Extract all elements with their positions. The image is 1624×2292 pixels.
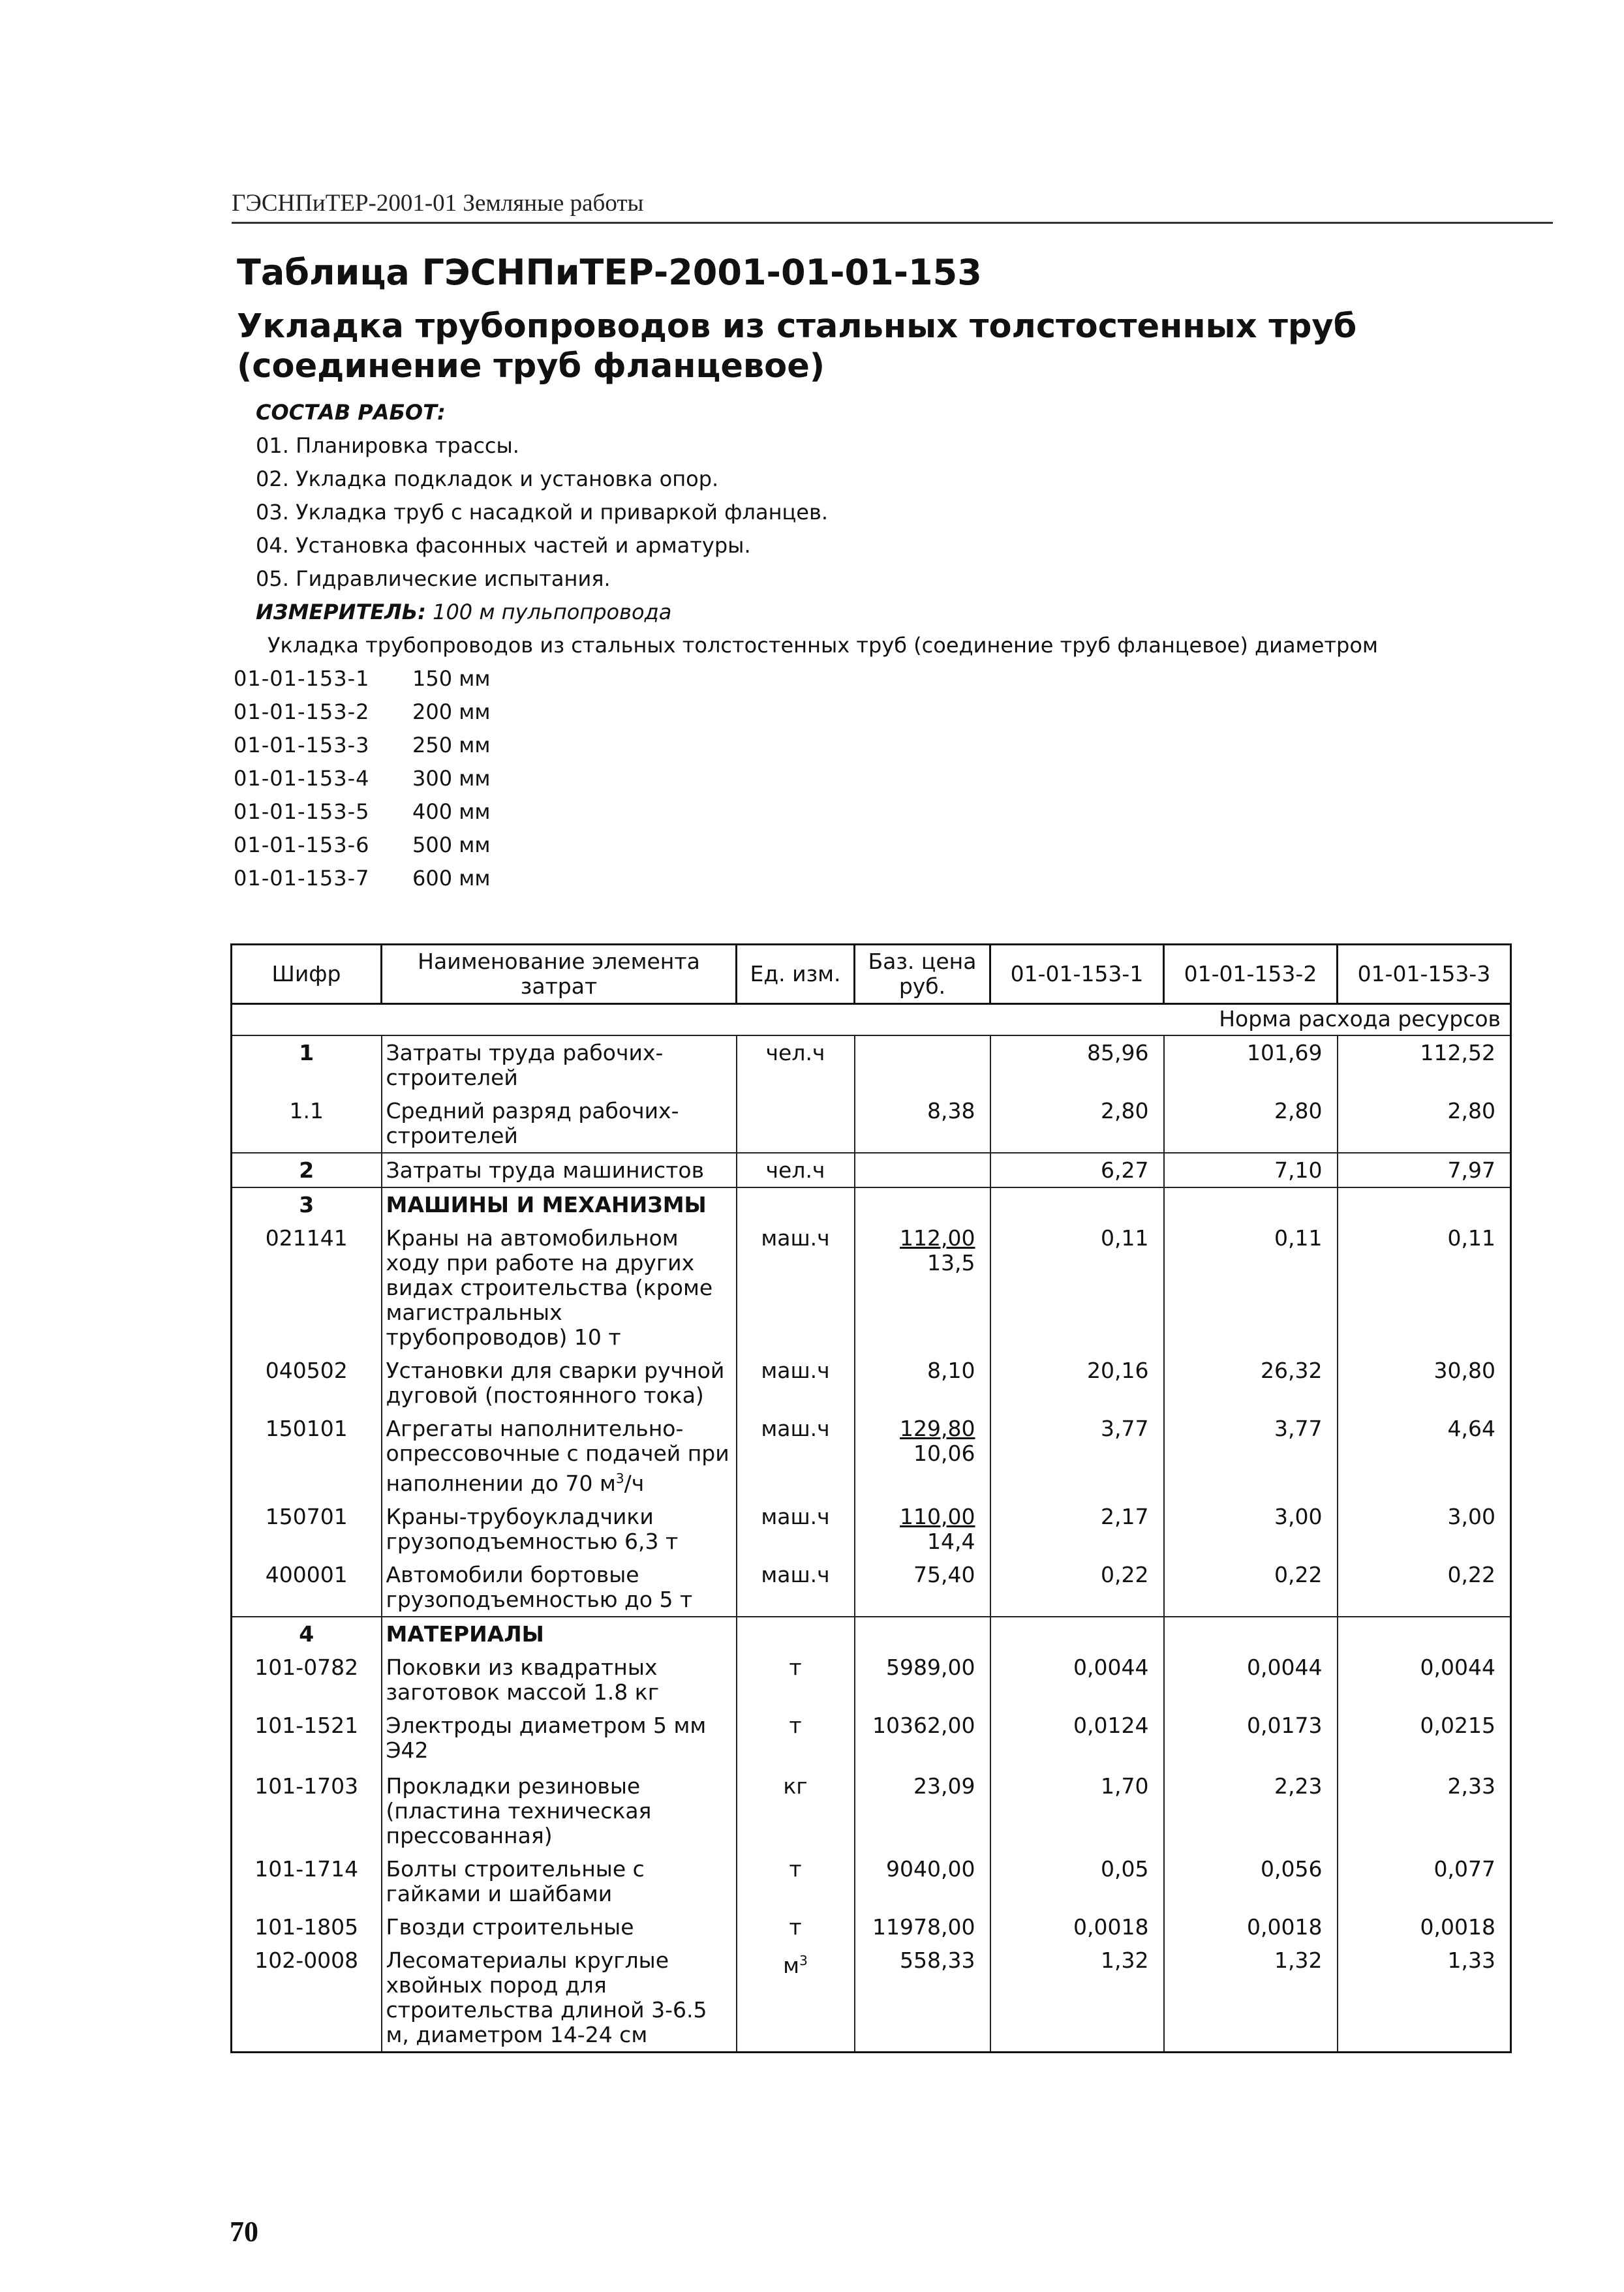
table-row: [232, 1221, 1511, 1354]
table-row: [232, 1910, 1511, 1944]
row-value-2: 0,0173: [1164, 1709, 1338, 1769]
row-value-2: 0,0044: [1164, 1651, 1338, 1709]
row-value-3: 30,80: [1338, 1354, 1511, 1412]
row-value-2: 0,0018: [1164, 1910, 1338, 1944]
row-price: [855, 1035, 990, 1094]
table-row: [232, 1558, 1511, 1617]
variant-code: 01-01-153-1: [234, 666, 370, 691]
row-code: 1: [232, 1035, 382, 1094]
row-price: 75,40: [855, 1558, 990, 1617]
resource-table: [230, 943, 1512, 2053]
meter-label: ИЗМЕРИТЕЛЬ:: [256, 600, 426, 624]
row-value-1: 0,0124: [990, 1709, 1164, 1769]
composition-item: 04. Установка фасонных частей и арматуры.: [256, 533, 751, 558]
table-row: [232, 1944, 1511, 2053]
row-name: Автомобили бортовые грузоподъемностью до 5 т: [382, 1558, 737, 1617]
row-value-2: 1,32: [1164, 1944, 1338, 2053]
table-row: [232, 1500, 1511, 1558]
row-name: Средний разряд рабочих-строителей: [382, 1094, 737, 1153]
unit-text: м: [783, 1953, 800, 1978]
row-value-1: 85,96: [990, 1035, 1164, 1094]
row-value-2: 26,32: [1164, 1354, 1338, 1412]
row-name-sup: 3: [615, 1471, 624, 1486]
variant-size: 500 мм: [412, 833, 491, 857]
table-title: Таблица ГЭСНПиТЕР-2001-01-01-153: [237, 252, 982, 293]
row-value-3: 0,077: [1338, 1852, 1511, 1910]
row-value-1: 0,0044: [990, 1651, 1164, 1709]
row-value-2: 0,22: [1164, 1558, 1338, 1617]
row-value-2: 3,00: [1164, 1500, 1338, 1558]
table-row: [232, 1153, 1511, 1187]
row-unit: т: [737, 1852, 855, 1910]
row-value-2: 2,23: [1164, 1769, 1338, 1852]
variant-code: 01-01-153-6: [234, 833, 370, 857]
row-price: 8,10: [855, 1354, 990, 1412]
row-name: Краны-трубоукладчики грузоподъемностью 6,3 т: [382, 1500, 737, 1558]
row-price: 5989,00: [855, 1651, 990, 1709]
unit-sup: 3: [799, 1953, 808, 1968]
row-name-text: Агрегаты наполнительно-опрессовочные с подачей при наполнении до 70 м: [386, 1416, 729, 1496]
page-number: 70: [230, 2216, 258, 2248]
price-main: 129,80: [900, 1416, 975, 1441]
row-unit: чел.ч: [737, 1035, 855, 1094]
variant-code: 01-01-153-2: [234, 699, 370, 724]
row-value-3: 0,22: [1338, 1558, 1511, 1617]
variant-size: 150 мм: [412, 666, 491, 691]
row-value-1: 6,27: [990, 1153, 1164, 1187]
variant-code: 01-01-153-5: [234, 799, 370, 824]
header-col3: 01-01-153-3: [1338, 945, 1511, 1004]
row-code: 021141: [232, 1221, 382, 1354]
table-header-row: [232, 945, 1511, 1004]
header-code: Шифр: [232, 945, 382, 1004]
meter-value: 100 м пульпопровода: [433, 600, 672, 624]
composition-item: 03. Укладка труб с насадкой и приваркой фланцев.: [256, 500, 828, 525]
price-secondary: 10,06: [913, 1441, 975, 1466]
row-value-3: 0,0018: [1338, 1910, 1511, 1944]
composition-item: 01. Планировка трассы.: [256, 433, 519, 458]
row-price: 9040,00: [855, 1852, 990, 1910]
row-unit: маш.ч: [737, 1558, 855, 1617]
header-unit: Ед. изм.: [737, 945, 855, 1004]
variant-size: 400 мм: [412, 799, 491, 824]
table-subtitle: Укладка трубопроводов из стальных толстостенных труб (соединение труб фланцевое): [237, 307, 1357, 386]
row-unit: маш.ч: [737, 1500, 855, 1558]
row-name: Болты строительные с гайками и шайбами: [382, 1852, 737, 1910]
header-price: Баз. цена руб.: [855, 945, 990, 1004]
row-name: Электроды диаметром 5 мм Э42: [382, 1709, 737, 1769]
row-name: Затраты труда машинистов: [382, 1153, 737, 1187]
row-value-3: 4,64: [1338, 1412, 1511, 1500]
row-value-3: 0,0044: [1338, 1651, 1511, 1709]
norma-row: [232, 1004, 1511, 1036]
table-row: [232, 1852, 1511, 1910]
row-value-1: 0,0018: [990, 1910, 1164, 1944]
variant-size: 600 мм: [412, 866, 491, 891]
price-secondary: 14,4: [927, 1529, 975, 1554]
row-value-3: 7,97: [1338, 1153, 1511, 1187]
variant-size: 250 мм: [412, 733, 491, 757]
row-name: Лесоматериалы круглые хвойных пород для строительства длиной 3-6.5 м, диаметром 14-24 см: [382, 1944, 737, 2053]
row-value-2: 7,10: [1164, 1153, 1338, 1187]
row-unit: т: [737, 1910, 855, 1944]
row-code: 101-0782: [232, 1651, 382, 1709]
row-code: 101-1521: [232, 1709, 382, 1769]
row-value-1: 0,11: [990, 1221, 1164, 1354]
variant-code: 01-01-153-3: [234, 733, 370, 757]
row-price: 558,33: [855, 1944, 990, 2053]
row-name-tail: /ч: [624, 1471, 645, 1496]
meter-line: [256, 600, 671, 624]
header-name: Наименование элемента затрат: [382, 945, 737, 1004]
row-code: 3: [232, 1187, 382, 1221]
row-value-3: 0,11: [1338, 1221, 1511, 1354]
row-unit: [737, 1094, 855, 1153]
row-value-1: 0,22: [990, 1558, 1164, 1617]
row-code: 102-0008: [232, 1944, 382, 2053]
row-unit: т: [737, 1709, 855, 1769]
row-unit: кг: [737, 1769, 855, 1852]
row-price: 8,38: [855, 1094, 990, 1153]
row-price: 23,09: [855, 1769, 990, 1852]
row-code: 101-1805: [232, 1910, 382, 1944]
price-main: 110,00: [900, 1504, 975, 1529]
price-secondary: 13,5: [927, 1250, 975, 1276]
row-value-1: 0,05: [990, 1852, 1164, 1910]
price-main: 112,00: [900, 1225, 975, 1251]
table-row: [232, 1709, 1511, 1769]
row-value-2: 101,69: [1164, 1035, 1338, 1094]
composition-item: 05. Гидравлические испытания.: [256, 566, 611, 591]
row-code: 101-1714: [232, 1852, 382, 1910]
row-code: 2: [232, 1153, 382, 1187]
row-name: Поковки из квадратных заготовок массой 1.8 кг: [382, 1651, 737, 1709]
row-value-3: 0,0215: [1338, 1709, 1511, 1769]
variant-code: 01-01-153-4: [234, 766, 370, 791]
variant-size: 200 мм: [412, 699, 491, 724]
row-unit: чел.ч: [737, 1153, 855, 1187]
row-value-1: 2,80: [990, 1094, 1164, 1153]
table-row: [232, 1035, 1511, 1094]
row-value-2: 2,80: [1164, 1094, 1338, 1153]
row-value-3: 2,33: [1338, 1769, 1511, 1852]
row-value-1: 20,16: [990, 1354, 1164, 1412]
table-row: [232, 1354, 1511, 1412]
norma-label: Норма расхода ресурсов: [232, 1004, 1511, 1036]
row-code: 150701: [232, 1500, 382, 1558]
section-row: [232, 1187, 1511, 1221]
row-value-2: 3,77: [1164, 1412, 1338, 1500]
row-price: [855, 1412, 990, 1500]
row-price: 10362,00: [855, 1709, 990, 1769]
row-unit: маш.ч: [737, 1412, 855, 1500]
row-value-3: 112,52: [1338, 1035, 1511, 1094]
section-title: МАТЕРИАЛЫ: [382, 1617, 737, 1651]
header-col1: 01-01-153-1: [990, 945, 1164, 1004]
row-price: 11978,00: [855, 1910, 990, 1944]
row-name: [382, 1412, 737, 1500]
row-value-3: 2,80: [1338, 1094, 1511, 1153]
row-code: 400001: [232, 1558, 382, 1617]
row-value-3: 3,00: [1338, 1500, 1511, 1558]
table-row: [232, 1651, 1511, 1709]
row-unit: маш.ч: [737, 1221, 855, 1354]
row-value-1: 1,70: [990, 1769, 1164, 1852]
row-value-1: 2,17: [990, 1500, 1164, 1558]
section-title: МАШИНЫ И МЕХАНИЗМЫ: [382, 1187, 737, 1221]
row-unit: т: [737, 1651, 855, 1709]
description: Укладка трубопроводов из стальных толстостенных труб (соединение труб фланцевое) диаметром: [268, 633, 1379, 658]
row-name: Краны на автомобильном ходу при работе на других видах строительства (кроме магистральных трубопроводов) 10 т: [382, 1221, 737, 1354]
row-name: Установки для сварки ручной дуговой (постоянного тока): [382, 1354, 737, 1412]
row-value-3: 1,33: [1338, 1944, 1511, 2053]
row-name: Затраты труда рабочих-строителей: [382, 1035, 737, 1094]
table-row: [232, 1412, 1511, 1500]
row-name: Прокладки резиновые (пластина техническая прессованная): [382, 1769, 737, 1852]
header-rule: [232, 222, 1553, 224]
row-unit: маш.ч: [737, 1354, 855, 1412]
row-unit: [737, 1944, 855, 2053]
row-value-1: 1,32: [990, 1944, 1164, 2053]
row-code: 040502: [232, 1354, 382, 1412]
header-col2: 01-01-153-2: [1164, 945, 1338, 1004]
row-value-2: 0,056: [1164, 1852, 1338, 1910]
row-code: 150101: [232, 1412, 382, 1500]
row-price: [855, 1221, 990, 1354]
row-name: Гвозди строительные: [382, 1910, 737, 1944]
table-row: [232, 1094, 1511, 1153]
row-code: 4: [232, 1617, 382, 1651]
row-price: [855, 1500, 990, 1558]
section-row: [232, 1617, 1511, 1651]
row-value-2: 0,11: [1164, 1221, 1338, 1354]
variant-code: 01-01-153-7: [234, 866, 370, 891]
composition-label: СОСТАВ РАБОТ:: [256, 400, 446, 425]
running-header: ГЭСНПиТЕР-2001-01 Земляные работы: [232, 190, 644, 217]
composition-item: 02. Укладка подкладок и установка опор.: [256, 466, 719, 491]
table-row: [232, 1769, 1511, 1852]
row-price: [855, 1153, 990, 1187]
row-value-1: 3,77: [990, 1412, 1164, 1500]
row-code: 101-1703: [232, 1769, 382, 1852]
variant-size: 300 мм: [412, 766, 491, 791]
row-code: 1.1: [232, 1094, 382, 1153]
